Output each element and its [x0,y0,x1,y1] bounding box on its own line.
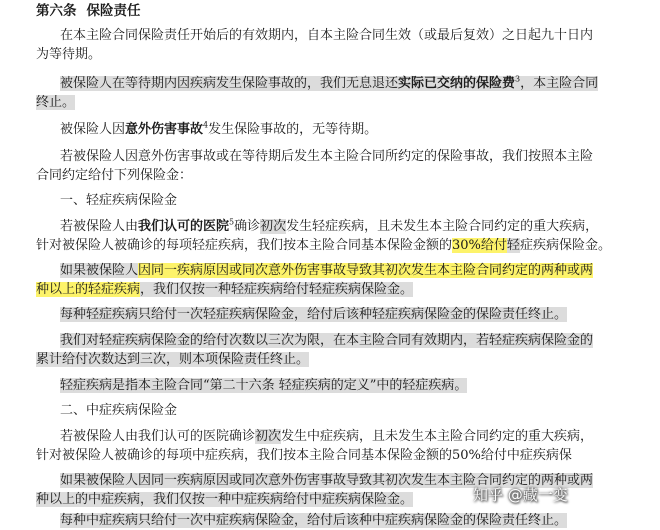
waiting-period-line-1: 在本主险合同保险责任开始后的有效期内，自本主险合同生效（或最后复效）之日起九十日内 [60,28,594,43]
approved-hospital-term: 我们认可的医院 [138,219,230,234]
article-heading [0,2,636,20]
footnote-ref: 5 [229,217,235,227]
footnote-ref: 3 [515,74,521,84]
first-time-highlight: 初次 [255,429,282,444]
first-time-highlight: 初次 [260,219,287,234]
accident-term: 意外伤害事故 [125,122,204,137]
moderate-same-cause-line-2: 种以上的中症疾病，我们仅按一种中症疾病给付中症疾病保险金。 [36,492,414,507]
moderate-same-cause-line-1: 如果被保险人因同一疾病原因或同次意外伤害事故导致其初次发生本主险合同约定的两种或两 [60,473,594,488]
article-number: 第六条 [36,3,77,19]
same-cause-highlight: 因同一疾病原因或同次意外伤害事故导致其初次发生本主险合同约定的两种或两 [138,263,594,278]
waiting-period-line-2: 为等待期。 [36,47,102,62]
section-heading-mild: 一、轻症疾病保险金 [60,193,178,208]
mild-benefit-line-1: 若被保险人由我们认可的医院$^5$确诊初次发生轻症疾病，且未发生本主险合同约定的重大疾病， [60,217,599,234]
mild-benefit-line-2: 针对被保险人被确诊的每项轻症疾病，我们按本主险合同基本保险金额的30%给付轻症疾病保险金。 [36,238,611,253]
mild-same-cause-line-1: 如果被保险人因同一疾病原因或同次意外伤害事故导致其初次发生本主险合同约定的两种或两 [60,263,594,278]
mild-three-times-line-1: 我们对轻症疾病保险金的给付次数以三次为限，在本主险合同有效期内，若轻症疾病保险金的 [60,333,594,348]
benefit-intro-line-1: 若被保险人因意外伤害事故或在等待期后发生本主险合同所约定的保险事故，我们按照本主险 [60,149,594,164]
refund-line-1: 被保险人在等待期内因疾病发生保险事故的，我们无息退还实际已交纳的保险费$^3$，本主险合同 [60,74,599,91]
zhihu-watermark: 知乎 @藏一变 [473,486,568,504]
mild-once-per-type-line: 每种轻症疾病只给付一次轻症疾病保险金，给付后该种轻症疾病保险金的保险责任终止。 [60,307,568,322]
article-title: 保险责任 [86,3,141,19]
benefit-intro-line-2: 合同约定给付下列保险金： [36,168,193,183]
accident-no-waiting-line: 被保险人因意外伤害事故$^4$发生保险事故的，无等待期。 [60,120,378,137]
paid-premium-term: 实际已交纳的保险费 [398,76,516,91]
footnote-ref: 4 [203,120,209,130]
percent-highlight: 30%给付 [452,238,507,253]
mild-same-cause-line-2: 种以上的轻症疾病，我们仅按一种轻症疾病给付轻症疾病保险金。 [36,282,414,297]
section-heading-moderate: 二、中症疾病保险金 [60,403,178,418]
moderate-benefit-line-2: 针对被保险人被确诊的每项中症疾病，我们按本主险合同基本保险金额的50%给付中症疾病保 [36,448,572,463]
refund-line-2: 终止。 [36,95,76,110]
mild-three-times-line-2: 累计给付次数达到三次，则本项保险责任终止。 [36,352,310,367]
moderate-once-per-type-line: 每种中症疾病只给付一次中症疾病保险金，给付后该种中症疾病保险金的保险责任终止。 [60,513,568,528]
moderate-benefit-line-1: 若被保险人由我们认可的医院确诊初次发生中症疾病，且未发生本主险合同约定的重大疾病， [60,429,594,444]
mild-definition-line: 轻症疾病是指本主险合同“第二十六条 轻症疾病的定义”中的轻症疾病。 [60,378,468,393]
